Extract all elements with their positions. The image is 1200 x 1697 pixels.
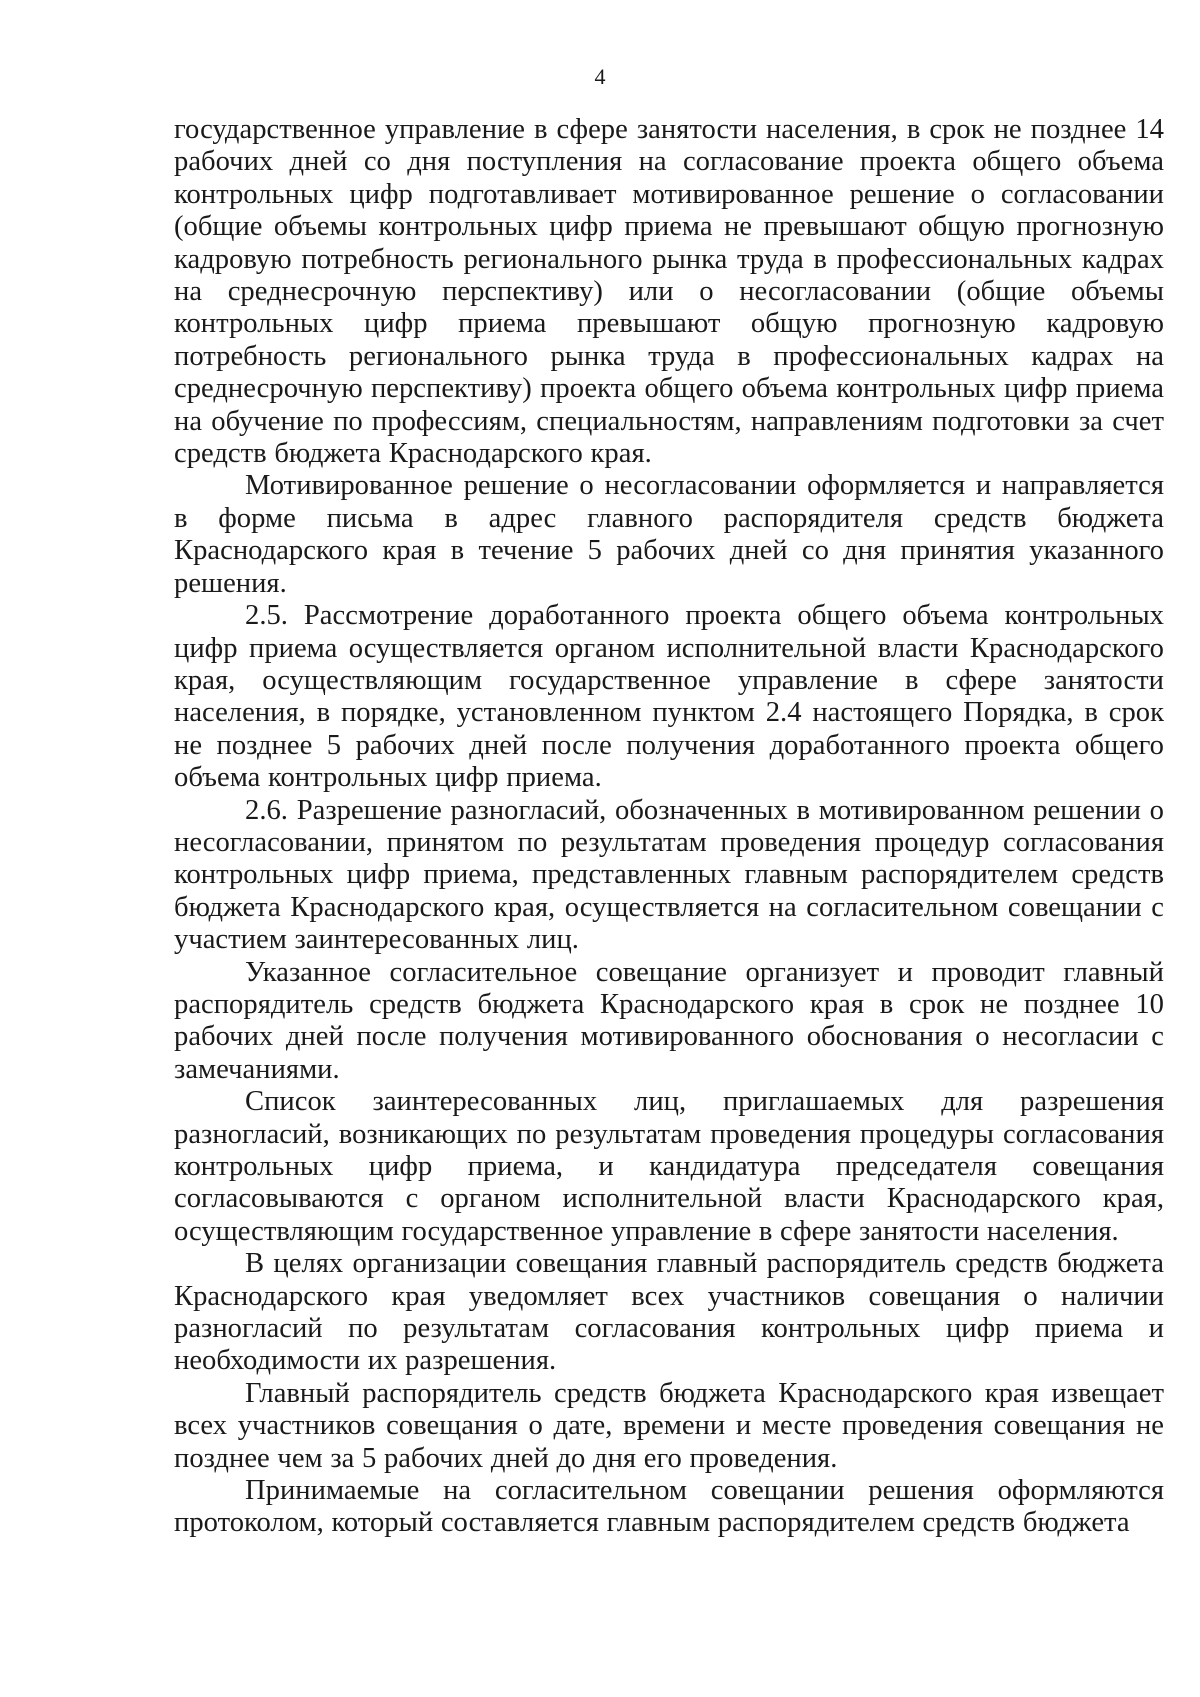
paragraph-refusal-decision: Мотивированное решение о несогласовании оформляется и направляется в форме письма в адрес главного распорядителя средств бюджета Краснодарского края в течение 5 рабочих дней со дня принятия указанного решения. [174,470,1164,599]
paragraph-meeting-organization: Указанное согласительное совещание организует и проводит главный распорядитель средств бюджета Краснодарского края в срок не позднее 10 рабочих дней после получения мотивированного обоснования о несогласии с замечаниями. [174,956,1164,1085]
paragraph-2-6: 2.6. Разрешение разногласий, обозначенных в мотивированном решении о несогласовании, принятом по результатам проведения процедур согласования контрольных цифр приема, представленных главным распорядителем средств бюджета Краснодарского края, осуществляется на согласительном совещании с участием заинтересованных лиц. [174,794,1164,956]
paragraph-participants-list: Список заинтересованных лиц, приглашаемых для разрешения разногласий, возникающих по результатам проведения процедуры согласования контрольных цифр приема, и кандидатура председателя совещания согласовываются с органом исполнительной власти Краснодарского края, осуществляющим государственное управление в сфере занятости населения. [174,1086,1164,1247]
document-body [174,114,1164,1540]
paragraph-protocol: Принимаемые на согласительном совещании решения оформляются протоколом, который составляется главным распорядителем средств бюджета [174,1475,1164,1539]
paragraph-meeting-date: Главный распорядитель средств бюджета Краснодарского края извещает всех участников совещания о дате, времени и месте проведения совещания не позднее чем за 5 рабочих дней до дня его проведения. [174,1377,1164,1474]
paragraph-2-5: 2.5. Рассмотрение доработанного проекта общего объема контрольных цифр приема осуществляется органом исполнительной власти Краснодарского края, осуществляющим государственное управление в сфере занятости населения, в порядке, установленном пунктом 2.4 настоящего Порядка, в срок не позднее 5 рабочих дней после получения доработанного проекта общего объема контрольных цифр приема. [174,600,1164,794]
paragraph-notification: В целях организации совещания главный распорядитель средств бюджета Краснодарского края уведомляет всех участников совещания о наличии разногласий по результатам согласования контрольных цифр приема и необходимости их разрешения. [174,1248,1164,1377]
paragraph-continuation: государственное управление в сфере занятости населения, в срок не позднее 14 рабочих дней со дня поступления на согласование проекта общего объема контрольных цифр подготавливает мотивированное решение о согласовании (общие объемы контрольных цифр приема не превышают общую прогнозную кадровую потребность регионального рынка труда в профессиональных кадрах на среднесрочную перспективу) или о несогласовании (общие объемы контрольных цифр приема превышают общую прогнозную кадровую потребность регионального рынка труда в профессиональных кадрах на среднесрочную перспективу) проекта общего объема контрольных цифр приема на обучение по профессиям, специальностям, направлениям подготовки за счет средств бюджета Краснодарского края. [174,114,1164,470]
page-number: 4 [594,64,606,89]
